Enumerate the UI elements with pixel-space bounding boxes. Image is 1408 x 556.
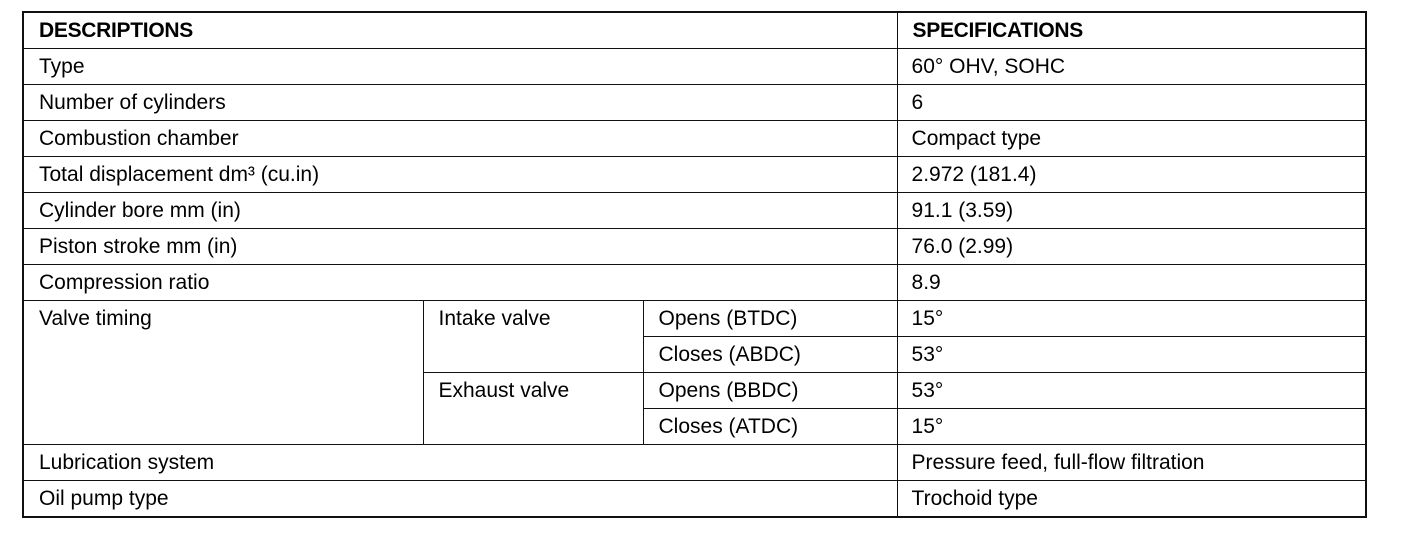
table-row [23,301,1366,337]
table-row [23,85,1366,121]
intake-valve-label: Intake valve [423,301,643,373]
row-label: Compression ratio [23,265,897,301]
row-value: Pressure feed, full-flow filtration [897,445,1366,481]
row-label: Piston stroke mm (in) [23,229,897,265]
row-label: Oil pump type [23,481,897,518]
exhaust-opens-value: 53° [897,373,1366,409]
table-row [23,193,1366,229]
descriptions-header: DESCRIPTIONS [23,12,897,49]
table-row [23,445,1366,481]
exhaust-closes-label: Closes (ATDC) [643,409,897,445]
row-label: Number of cylinders [23,85,897,121]
table-header-row [23,12,1366,49]
row-label: Cylinder bore mm (in) [23,193,897,229]
table-row [23,229,1366,265]
row-label: Total displacement dm³ (cu.in) [23,157,897,193]
valve-timing-label: Valve timing [23,301,423,445]
row-value: 6 [897,85,1366,121]
engine-spec-table [22,11,1367,518]
row-value: 76.0 (2.99) [897,229,1366,265]
table-row [23,121,1366,157]
intake-opens-label: Opens (BTDC) [643,301,897,337]
intake-closes-label: Closes (ABDC) [643,337,897,373]
row-label: Type [23,49,897,85]
row-value: 60° OHV, SOHC [897,49,1366,85]
table-row [23,265,1366,301]
row-value: 91.1 (3.59) [897,193,1366,229]
table-row [23,481,1366,518]
row-value: Compact type [897,121,1366,157]
table-row [23,157,1366,193]
exhaust-closes-value: 15° [897,409,1366,445]
row-value: 8.9 [897,265,1366,301]
exhaust-opens-label: Opens (BBDC) [643,373,897,409]
row-label: Lubrication system [23,445,897,481]
row-label: Combustion chamber [23,121,897,157]
row-value: 2.972 (181.4) [897,157,1366,193]
intake-opens-value: 15° [897,301,1366,337]
intake-closes-value: 53° [897,337,1366,373]
specifications-header: SPECIFICATIONS [897,12,1366,49]
row-value: Trochoid type [897,481,1366,518]
table-row [23,49,1366,85]
exhaust-valve-label: Exhaust valve [423,373,643,445]
